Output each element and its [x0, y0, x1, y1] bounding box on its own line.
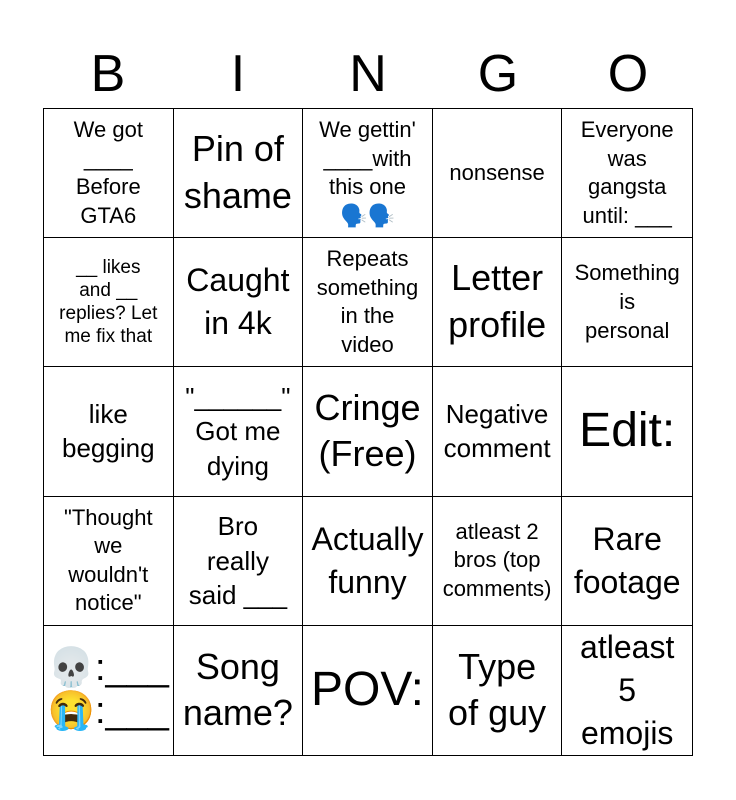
bingo-cell-g3[interactable]: Negative comment — [433, 367, 563, 496]
bingo-cell-i2[interactable]: Caught in 4k — [174, 238, 304, 367]
bingo-cell-n5[interactable]: POV: — [303, 626, 433, 755]
bingo-cell-n4[interactable]: Actually funny — [303, 497, 433, 626]
header-letter-b: B — [90, 45, 126, 103]
header-letter-o: O — [607, 45, 649, 103]
bingo-cell-o1[interactable]: Everyone was gangsta until: ___ — [562, 109, 692, 238]
bingo-cell-b5[interactable]: 💀:___ 😭:___ — [44, 626, 174, 755]
bingo-cell-o2[interactable]: Something is personal — [562, 238, 692, 367]
bingo-cell-g4[interactable]: atleast 2 bros (top comments) — [433, 497, 563, 626]
bingo-header — [43, 40, 693, 108]
bingo-cell-n3[interactable]: Cringe (Free) — [303, 367, 433, 496]
bingo-cell-b1[interactable]: We got ____ Before GTA6 — [44, 109, 174, 238]
bingo-cell-b4[interactable]: "Thought we wouldn't notice" — [44, 497, 174, 626]
bingo-cell-g2[interactable]: Letter profile — [433, 238, 563, 367]
bingo-cell-b2[interactable]: __ likes and __ replies? Let me fix that — [44, 238, 174, 367]
bingo-cell-o4[interactable]: Rare footage — [562, 497, 692, 626]
header-letter-i: I — [230, 45, 246, 103]
header-letter-n: N — [349, 45, 387, 103]
bingo-cell-i3[interactable]: "______" Got me dying — [174, 367, 304, 496]
bingo-cell-g5[interactable]: Type of guy — [433, 626, 563, 755]
bingo-cell-b3[interactable]: like begging — [44, 367, 174, 496]
bingo-cell-o3[interactable]: Edit: — [562, 367, 692, 496]
bingo-cell-i5[interactable]: Song name? — [174, 626, 304, 755]
bingo-cell-n1[interactable]: We gettin' ____with this one 🗣️🗣️ — [303, 109, 433, 238]
bingo-cell-o5[interactable]: atleast 5 emojis — [580, 628, 675, 751]
bingo-board — [43, 108, 693, 756]
header-letter-g: G — [477, 45, 519, 103]
bingo-cell-n2[interactable]: Repeats something in the video — [303, 238, 433, 367]
bingo-cell-g1[interactable]: nonsense — [433, 109, 563, 238]
bingo-cell-i4[interactable]: Bro really said ___ — [174, 497, 304, 626]
bingo-cell-i1[interactable]: Pin of shame — [174, 109, 304, 238]
